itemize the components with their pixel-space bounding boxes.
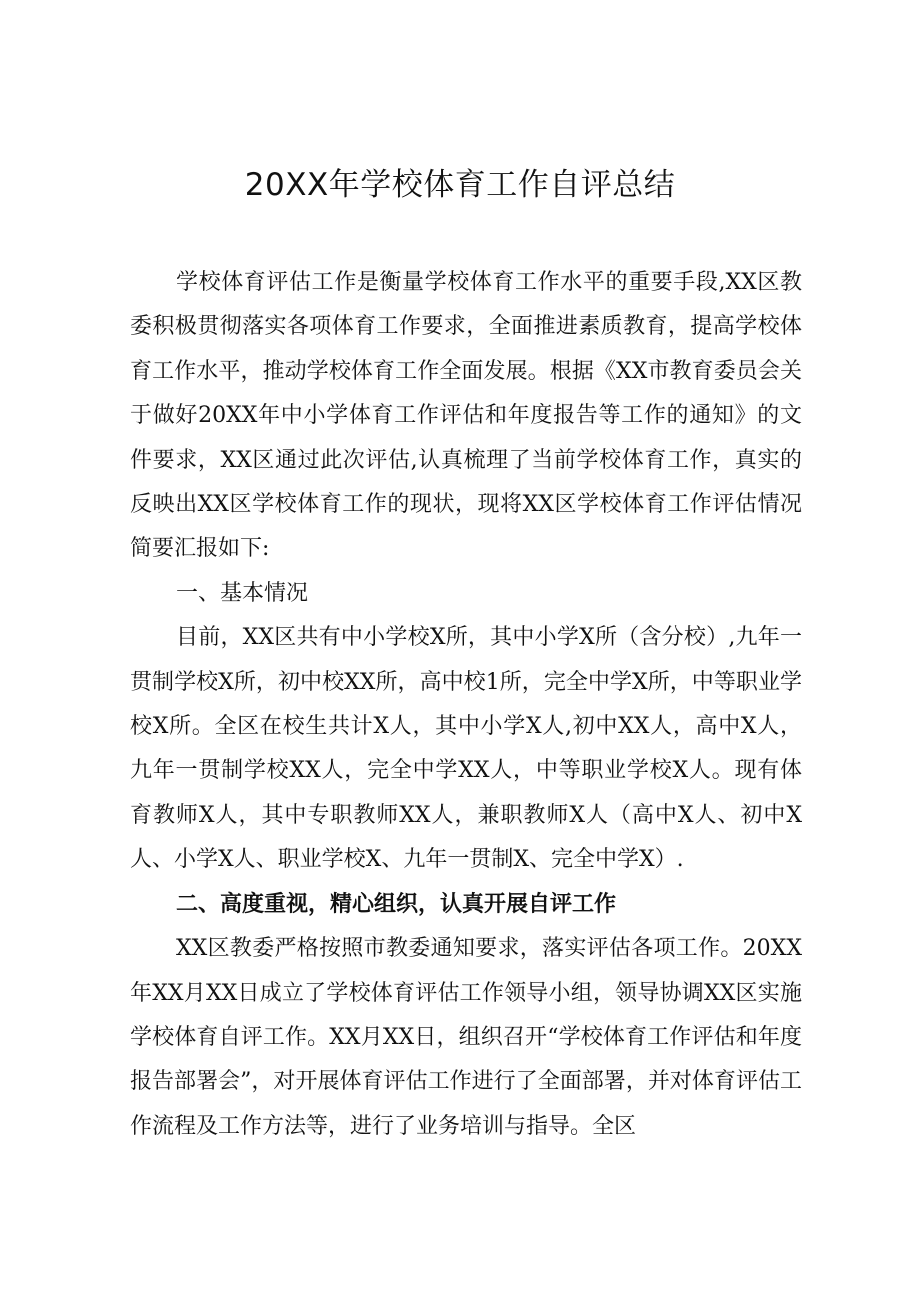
section-1-heading: 一、基本情况 [176, 580, 309, 606]
document-title: 20XX年学校体育工作自评总结 [244, 167, 676, 203]
section-2-paragraph: XX区教委严格按照市教委通知要求，落实评估各项工作。20XX年XX月XX日成立了学校体育评估工作领导小组，领导协调XX区实施学校体育自评工作。XX月XX日，组织召开“学校体育工作评估和年度报告部署会”，对开展体育评估工作进行了全面部署，并对体育评估工作流程及工作方法等，进行了业务培训与指导。全区 [130, 936, 802, 1139]
section-1-paragraph: 目前，XX区共有中小学校X所，其中小学X所（含分校）,九年一贯制学校X所，初中校XX所，高中校1所，完全中学X所，中等职业学校X所。全区在校生共计X人，其中小学X人,初中XX人，高中X人，九年一贯制学校XX人，完全中学XX人，中等职业学校X人。现有体育教师X人，其中专职教师XX人，兼职教师X人（高中X人、初中X人、小学X人、职业学校X、九年一贯制X、完全中学X）. [130, 625, 802, 873]
document-body [130, 261, 802, 1149]
section-2-heading: 二、高度重视，精心组织，认真开展自评工作 [176, 891, 617, 917]
intro-paragraph: 学校体育评估工作是衡量学校体育工作水平的重要手段,XX区教委积极贯彻落实各项体育工作要求，全面推进素质教育，提高学校体育工作水平，推动学校体育工作全面发展。根据《XX市教育委员会关于做好20XX年中小学体育工作评估和年度报告等工作的通知》的文件要求，XX区通过此次评估,认真梳理了当前学校体育工作，真实的反映出XX区学校体育工作的现状，现将XX区学校体育工作评估情况简要汇报如下: [130, 270, 802, 562]
